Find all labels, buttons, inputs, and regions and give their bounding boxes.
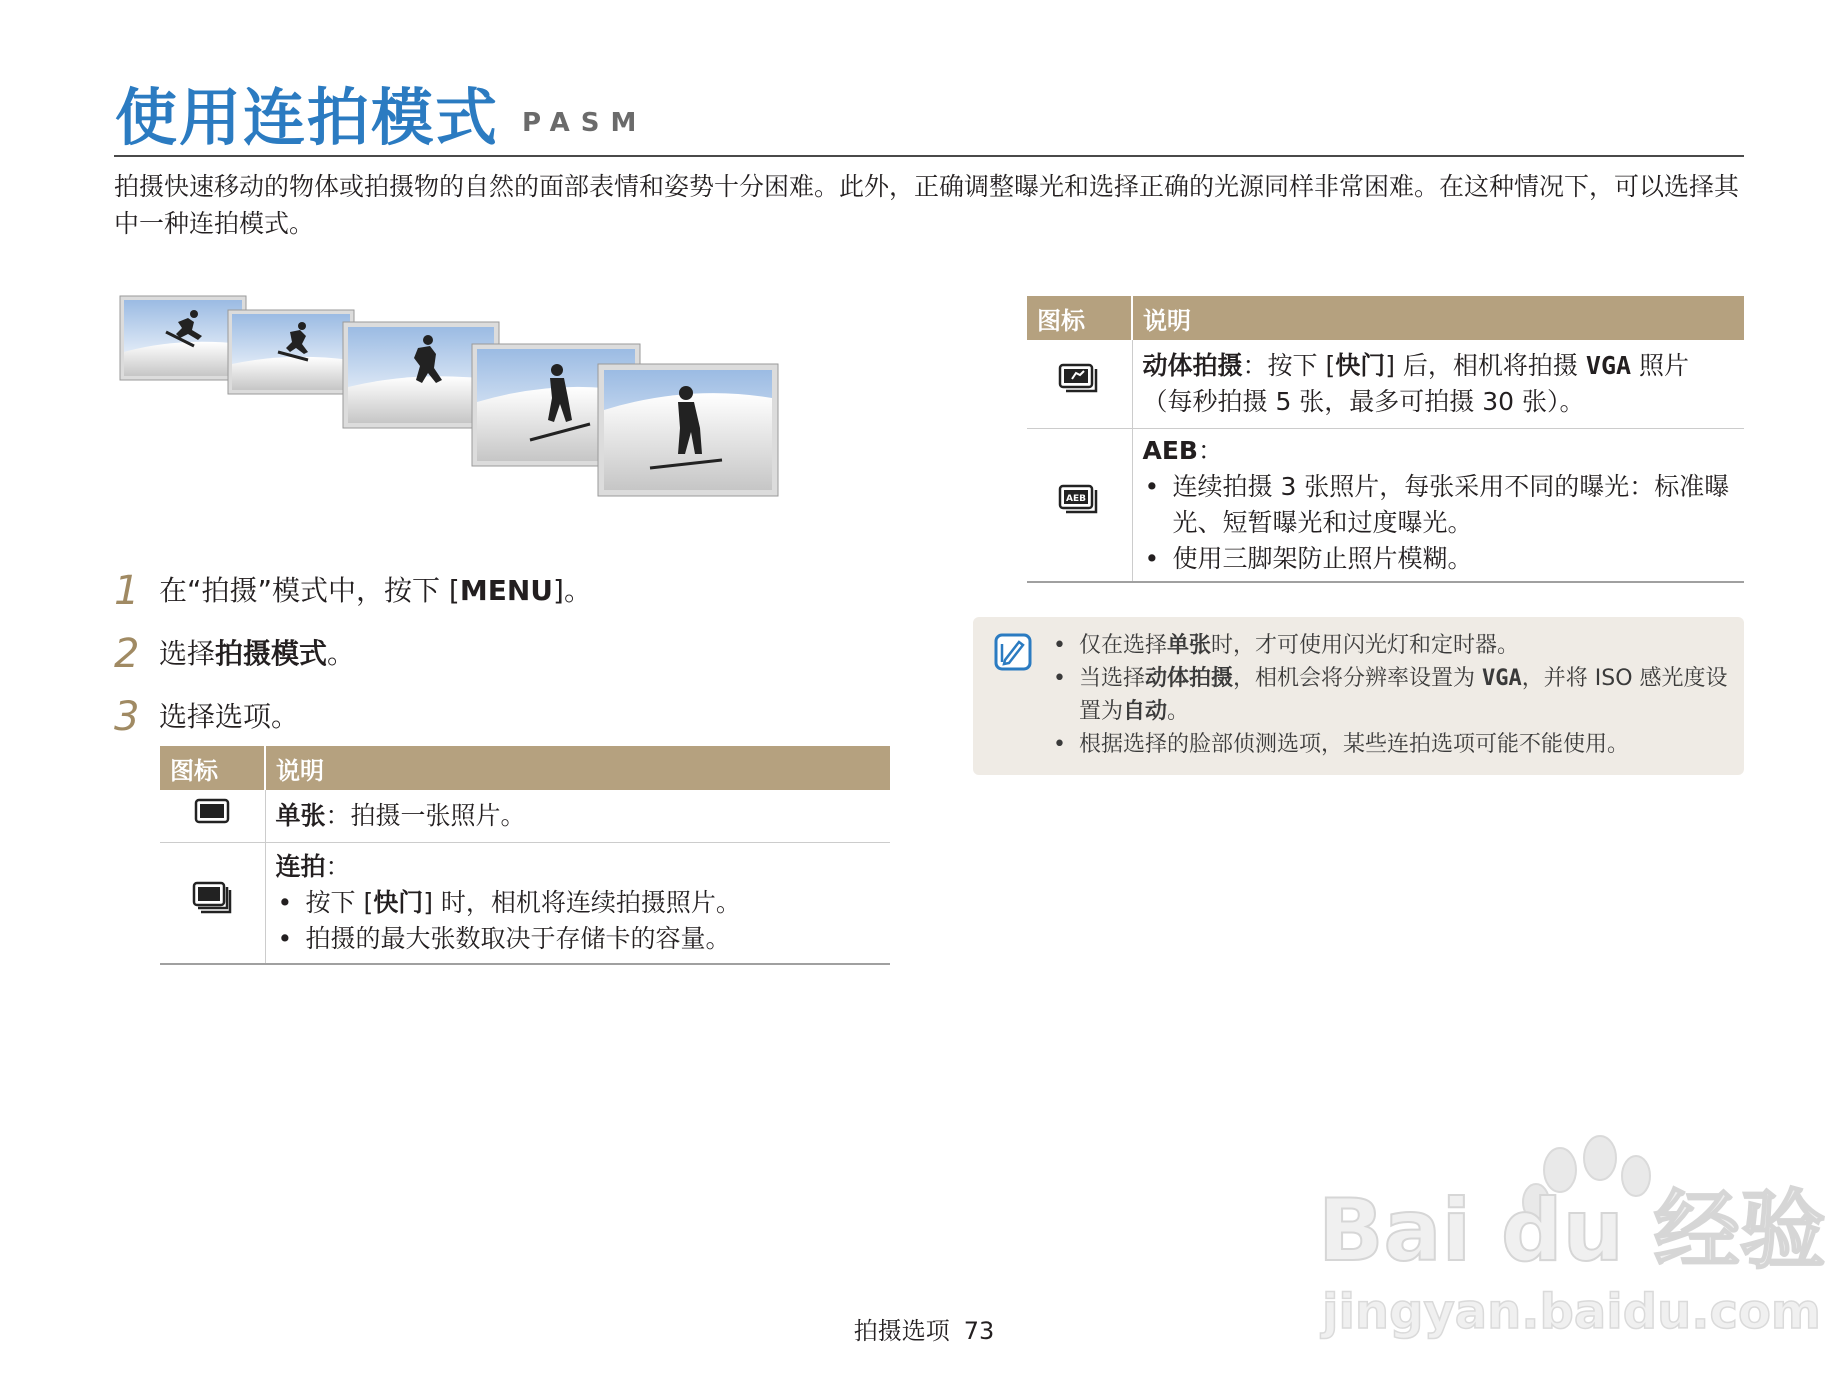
column-header-description: 说明: [265, 746, 890, 790]
step-2: 2 选择拍摄模式。: [114, 627, 355, 679]
column-header-icon: 图标: [1027, 296, 1132, 340]
intro-paragraph: 拍摄快速移动的物体或拍摄物的自然的面部表情和姿势十分困难。此外，正确调整曝光和选择正确的光源同样非常困难。在这种情况下，可以选择其中一种连拍模式。: [114, 172, 1740, 238]
list-item: • 使用三脚架防止照片模糊。: [1143, 541, 1735, 577]
note-box: [973, 617, 1744, 775]
table-row: AEB AEB： • 连续拍摄 3 张照片，每张采用不同的曝光：标准曝光、短暂曝光和过度曝光。 • 使用三脚架防止照片模糊。: [1027, 429, 1744, 583]
note-item: • 当选择动体拍摄，相机会将分辨率设置为 VGA，并将 ISO 感光度设置为自动。: [1053, 662, 1733, 728]
photo-frame-2: [228, 310, 354, 394]
special-burst-options-table: [1027, 296, 1744, 583]
baidu-jingyan-watermark: [1310, 1130, 1826, 1340]
note-item: • 仅在选择单张时，才可使用闪光灯和定时器。: [1053, 629, 1733, 662]
table-row: 单张：拍摄一张照片。: [160, 790, 890, 843]
list-item: • 拍摄的最大张数取决于存储卡的容量。: [276, 921, 881, 957]
table-row: 连拍： • 按下 [快门] 时，相机将连续拍摄照片。 • 拍摄的最大张数取决于存储卡的容量。: [160, 843, 890, 965]
mode-indicator: PASM: [522, 108, 648, 138]
page-number: 73: [963, 1317, 995, 1345]
burst-options-table: [160, 746, 890, 965]
single-shot-icon: [194, 798, 230, 824]
footer-section: 拍摄选项: [853, 1317, 950, 1345]
list-item: • 按下 [快门] 时，相机将连续拍摄照片。: [276, 885, 881, 921]
burst-photo-illustration: [118, 292, 778, 512]
list-item: • 连续拍摄 3 张照片，每张采用不同的曝光：标准曝光、短暂曝光和过度曝光。: [1143, 469, 1735, 541]
svg-text:jingyan.baidu.com: jingyan.baidu.com: [1322, 1284, 1821, 1340]
menu-key: MENU: [459, 574, 554, 607]
svg-text:Bai du 经验: Bai du 经验: [1318, 1181, 1826, 1281]
step-3: 3 选择选项。: [114, 690, 299, 742]
step-1: 1 在“拍摄”模式中，按下 [MENU]。: [114, 564, 592, 616]
page-title: 使用连拍模式: [115, 81, 500, 154]
svg-text:AEB: AEB: [1066, 494, 1087, 504]
column-header-description: 说明: [1132, 296, 1744, 340]
photo-frame-5: [598, 364, 778, 496]
step-number: 2: [114, 631, 140, 677]
table-row: 动体拍摄：按下 [快门] 后，相机将拍摄 VGA 照片 （每秒拍摄 5 张，最多可拍摄 30 张）。: [1027, 340, 1744, 429]
continuous-shot-icon: [192, 881, 232, 915]
note-item: • 根据选择的脸部侦测选项，某些连拍选项可能不能使用。: [1053, 728, 1733, 761]
photo-frame-1: [120, 296, 246, 380]
step-number: 1: [114, 568, 140, 614]
column-header-icon: 图标: [160, 746, 265, 790]
title-divider: [114, 155, 1744, 157]
step-number: 3: [114, 694, 140, 740]
note-icon: [993, 632, 1033, 672]
motion-capture-icon: [1058, 363, 1100, 395]
aeb-icon: [1058, 484, 1100, 516]
